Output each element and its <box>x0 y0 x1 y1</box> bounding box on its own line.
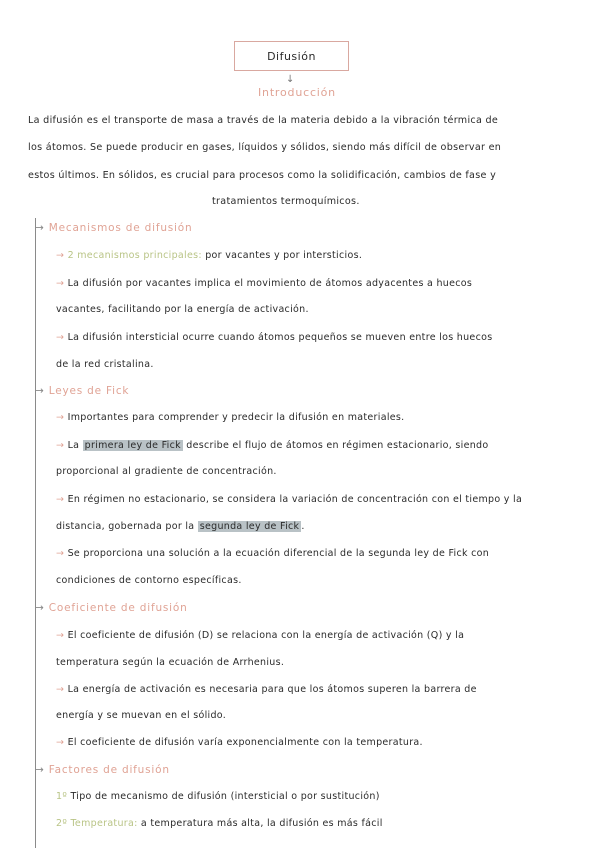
mecanismos-line-5: de la red cristalina. <box>56 359 154 370</box>
intro-heading: Introducción <box>258 86 336 99</box>
intro-line-1: La difusión es el transporte de masa a través de la materia debido a la vibración térmica de <box>28 115 499 126</box>
intro-line-3: estos últimos. En sólidos, es crucial para procesos como la solidificación, cambios de fase y <box>28 170 497 181</box>
arrow-icon: → <box>56 412 65 423</box>
fick-line-1: → Importantes para comprender y predecir la difusión en materiales. <box>56 412 405 423</box>
fick-line-5: distancia, gobernada por la segunda ley de Fick . <box>56 521 305 532</box>
arrow-icon: → <box>56 630 65 641</box>
branch-arrow-icon: → <box>35 385 45 397</box>
fick-line-2: → La primera ley de Fick describe el flujo de átomos en régimen estacionario, siendo <box>56 440 489 451</box>
intro-line-2: los átomos. Se puede producir en gases, líquidos y sólidos, siendo más difícil de observar en <box>28 142 502 153</box>
section-heading-coeficiente: → Coeficiente de difusión <box>35 602 188 614</box>
arrow-icon: → <box>56 332 65 343</box>
mecanismos-line-2: → La difusión por vacantes implica el movimiento de átomos adyacentes a huecos <box>56 278 473 289</box>
fick-line-6: → Se proporciona una solución a la ecuación diferencial de la segunda ley de Fick con <box>56 548 490 559</box>
title-box <box>234 41 349 71</box>
fick-line-3: proporcional al gradiente de concentración. <box>56 466 277 477</box>
section-heading-fick: → Leyes de Fick <box>35 385 130 397</box>
arrow-icon: → <box>56 737 65 748</box>
coeficiente-line-1: → El coeficiente de difusión (D) se relaciona con la energía de activación (Q) y la <box>56 630 465 641</box>
section-heading-factores: → Factores de difusión <box>35 764 170 776</box>
arrow-icon: → <box>56 278 65 289</box>
mecanismos-line-1: → 2 mecanismos principales: por vacantes y por intersticios. <box>56 250 363 261</box>
arrow-icon: → <box>56 494 65 505</box>
fick-line-7: condiciones de contorno específicas. <box>56 575 242 586</box>
coeficiente-line-4: energía y se muevan en el sólido. <box>56 710 227 721</box>
fick-line-4: → En régimen no estacionario, se considera la variación de concentración con el tiempo y la <box>56 494 523 505</box>
arrow-down-icon: ↓ <box>286 74 295 85</box>
intro-line-4: tratamientos termoquímicos. <box>212 196 360 207</box>
factores-line-2: 2º Temperatura: a temperatura más alta, la difusión es más fácil <box>56 818 383 829</box>
arrow-icon: → <box>56 250 65 261</box>
coeficiente-line-3: → La energía de activación es necesaria para que los átomos superen la barrera de <box>56 684 477 695</box>
branch-arrow-icon: → <box>35 222 45 234</box>
arrow-icon: → <box>56 440 65 451</box>
mecanismos-line-3: vacantes, facilitando por la energía de activación. <box>56 304 309 315</box>
coeficiente-line-5: → El coeficiente de difusión varía exponencialmente con la temperatura. <box>56 737 423 748</box>
branch-arrow-icon: → <box>35 764 45 776</box>
arrow-icon: → <box>56 684 65 695</box>
section-heading-mecanismos: → Mecanismos de difusión <box>35 222 193 234</box>
coeficiente-line-2: temperatura según la ecuación de Arrhenius. <box>56 657 285 668</box>
outline-line <box>35 218 36 848</box>
branch-arrow-icon: → <box>35 602 45 614</box>
page-title: Difusión <box>267 49 316 63</box>
factores-line-1: 1º Tipo de mecanismo de difusión (intersticial o por sustitución) <box>56 791 380 802</box>
mecanismos-line-4: → La difusión intersticial ocurre cuando átomos pequeños se mueven entre los huecos <box>56 332 493 343</box>
arrow-icon: → <box>56 548 65 559</box>
